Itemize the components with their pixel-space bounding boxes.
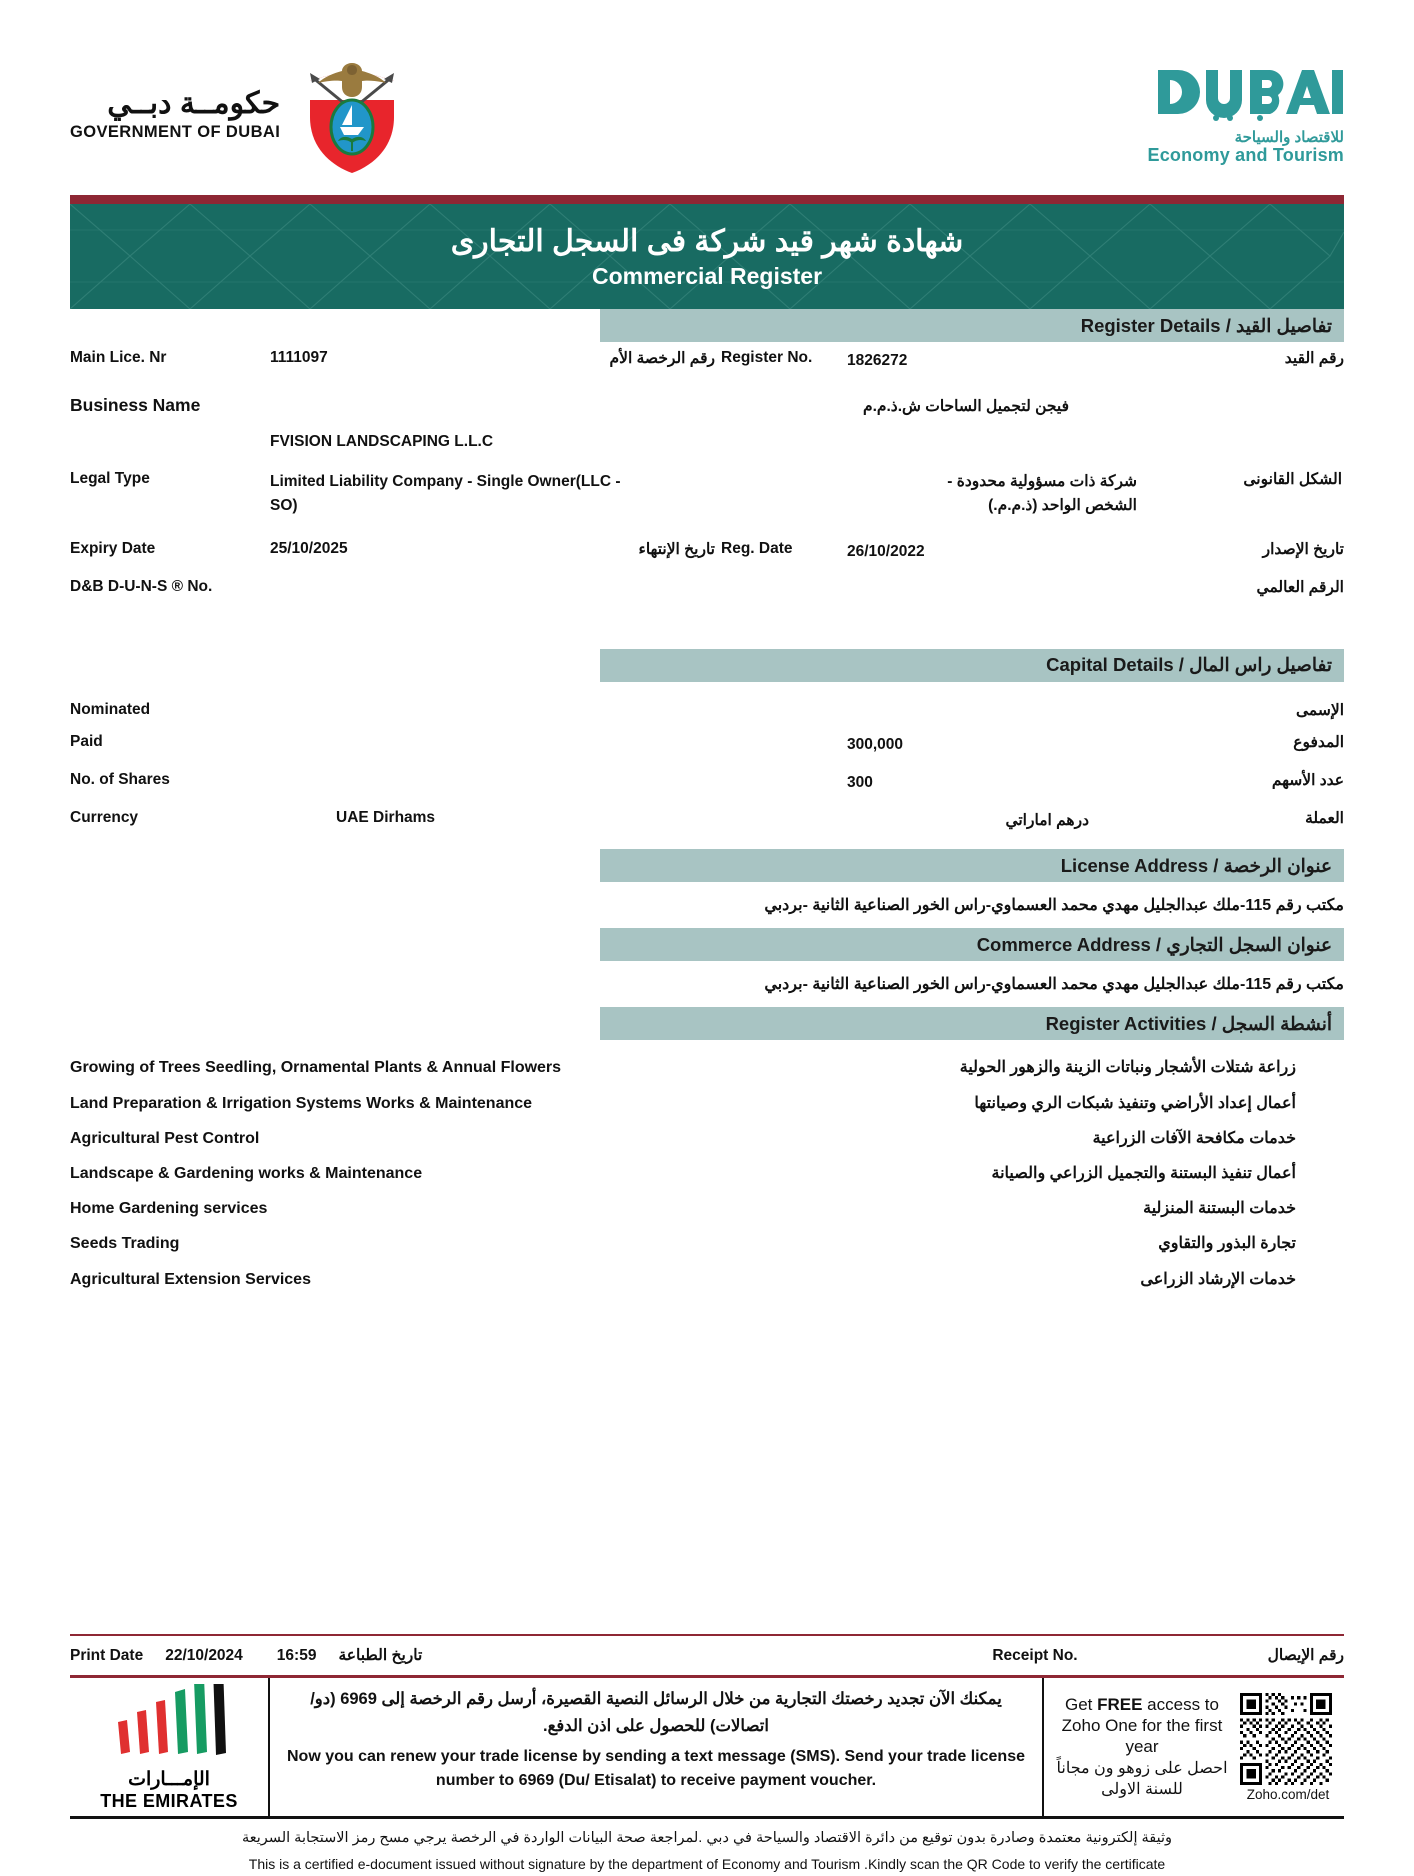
section-title-register-details: تفاصيل القيد / Register Details xyxy=(1080,314,1332,336)
row-register-no xyxy=(70,342,1344,374)
section-title-capital-details: تفاصيل راس المال / Capital Details xyxy=(1046,654,1332,676)
currency-value-en: UAE Dirhams xyxy=(336,808,436,826)
zoho-promo-box xyxy=(1044,1678,1344,1816)
capital-details-body xyxy=(0,694,1414,833)
emirates-flag-icon xyxy=(104,1684,234,1766)
section-title-license-address: عنوان الرخصة / License Address xyxy=(1060,854,1332,876)
row-shares xyxy=(70,764,1344,796)
print-date-value: 22/10/2024 xyxy=(165,1646,243,1664)
document-footer xyxy=(0,1634,1414,1876)
paid-label-ar: المدفوع xyxy=(1293,733,1344,751)
business-name-en-spacer5 xyxy=(1199,426,1344,433)
paid-spacer2 xyxy=(715,726,837,733)
certification-text-arabic: وثيقة إلكترونية معتمدة وصادرة بدون توقيع من دائرة الاقتصاد والسياحة في دبي .لمراجعة صحة البيانات الواردة في الرخصة يرجي مسح رمز الاستجابة السريعة xyxy=(241,1830,1173,1847)
currency-label-en: Currency xyxy=(70,808,139,826)
gov-title-english: GOVERNMENT OF DUBAI xyxy=(70,123,281,142)
activity-label-en: Agricultural Pest Control xyxy=(70,1129,260,1147)
register-no-value: 1826272 xyxy=(847,352,908,369)
activity-label-en: Landscape & Gardening works & Maintenance xyxy=(70,1164,423,1182)
nominated-value-ar xyxy=(837,694,1199,701)
section-title-commerce-address: عنوان السجل التجاري / Commerce Address xyxy=(976,933,1332,955)
shares-label-en: No. of Shares xyxy=(70,770,170,788)
expiry-date-label-en: Expiry Date xyxy=(70,540,156,558)
duns-value xyxy=(270,571,580,578)
banner-title-arabic: شهادة شهر قيد شركة فى السجل التجارى xyxy=(450,224,964,258)
activity-row xyxy=(70,1191,1344,1226)
dubai-economy-tourism-logo xyxy=(1148,66,1345,164)
expiry-date-label-ar: تاريخ الإنتهاء xyxy=(638,541,715,559)
duns-spacer3 xyxy=(837,571,1199,578)
activity-label-en: Seeds Trading xyxy=(70,1235,180,1253)
zoho-qr-wrapper[interactable] xyxy=(1240,1693,1336,1802)
activity-row xyxy=(70,1121,1344,1156)
license-address-value: مكتب رقم 115-ملك عبدالجليل مهدي محمد العسماوي-راس الخور الصناعية الثانية -بردبي xyxy=(764,897,1344,915)
nominated-value-en xyxy=(270,694,580,701)
zoho-text-arabic: احصل على زوهو ون مجاناً للسنة الاولى xyxy=(1056,1760,1228,1799)
currency-spacer2 xyxy=(715,802,837,809)
dubai-wordmark-icon xyxy=(1156,66,1344,122)
activity-label-ar: أعمال إعداد الأراضي وتنفيذ شبكات الري وصيانتها xyxy=(974,1094,1296,1112)
zoho-text-english: Get FREE access to Zoho One for the first year xyxy=(1061,1694,1223,1757)
gov-logo-text xyxy=(70,87,280,142)
row-dates xyxy=(70,533,1344,565)
row-business-name-en xyxy=(70,426,1344,451)
banner-title-english: Commercial Register xyxy=(591,263,823,290)
banner-top-rule xyxy=(70,195,1344,204)
document-header xyxy=(0,0,1414,195)
title-banner xyxy=(70,204,1344,309)
uae-emblem-icon xyxy=(298,55,406,175)
business-name-en-spacer3 xyxy=(715,426,837,433)
duns-label-en: D&B D-U-N-S ® No. xyxy=(70,577,213,595)
government-of-dubai-logo xyxy=(70,55,406,175)
reg-date-value: 26/10/2022 xyxy=(847,543,925,561)
section-header-register-details xyxy=(600,309,1344,342)
title-banner-wrapper xyxy=(70,195,1344,309)
sms-text-arabic: يمكنك الآن تجديد رخصتك التجارية من خلال الرسائل النصية القصيرة، أرسل رقم الرخصة إلى 6969 (دو/ اتصالات) للحصول على اذن الدفع. xyxy=(310,1690,1002,1736)
main-lice-label-en: Main Lice. Nr xyxy=(70,349,167,366)
print-time-value: 16:59 xyxy=(276,1646,317,1664)
business-name-label-en: Business Name xyxy=(70,394,201,415)
business-name-arabic: فيجن لتجميل الساحات ش.ذ.م.م xyxy=(862,397,1069,415)
business-name-en-spacer2 xyxy=(580,426,715,433)
business-name-en-spacer4 xyxy=(837,426,1199,433)
activity-label-ar: زراعة شتلات الأشجار ونباتات الزينة والزهور الحولية xyxy=(959,1059,1296,1077)
nominated-label-en: Nominated xyxy=(70,700,151,718)
register-activities-list xyxy=(0,1040,1414,1296)
currency-value-ar: درهم اماراتي xyxy=(1005,811,1089,829)
register-no-label-en: Register No. xyxy=(721,349,813,366)
shares-value-en xyxy=(270,764,580,771)
the-emirates-logo xyxy=(70,1678,270,1816)
activity-label-en: Home Gardening services xyxy=(70,1200,268,1218)
print-info-row xyxy=(0,1636,1414,1675)
paid-value-en xyxy=(270,726,580,733)
duns-spacer2 xyxy=(715,571,837,578)
shares-value-ar: 300 xyxy=(847,773,873,791)
activity-label-ar: أعمال تنفيذ البستنة والتجميل الزراعي والصيانة xyxy=(991,1164,1296,1182)
activity-label-ar: خدمات مكافحة الآفات الزراعية xyxy=(1092,1129,1296,1147)
business-name-english: FVISION LANDSCAPING L.L.C xyxy=(270,432,494,450)
paid-value-ar: 300,000 xyxy=(847,735,904,753)
row-paid xyxy=(70,726,1344,758)
section-title-register-activities: أنشطة السجل / Register Activities xyxy=(1045,1012,1332,1034)
sms-text-english: Now you can renew your trade license by sending a text message (SMS). Send your trade license number to 6969 (Du/ Etisalat) to receive payment voucher. xyxy=(286,1747,1025,1789)
activity-label-en: Growing of Trees Seedling, Ornamental Plants & Annual Flowers xyxy=(70,1059,562,1077)
legal-type-label-en: Legal Type xyxy=(70,469,150,487)
activity-row xyxy=(70,1086,1344,1121)
activity-row xyxy=(70,1226,1344,1261)
emirates-label-english: THE EMIRATES xyxy=(100,1791,238,1812)
reg-date-label-ar: تاريخ الإصدار xyxy=(1262,541,1344,559)
currency-spacer xyxy=(580,802,715,809)
receipt-label-en: Receipt No. xyxy=(992,1646,1078,1664)
section-header-commerce-address xyxy=(600,928,1344,961)
row-business-name xyxy=(70,388,1344,420)
zoho-promo-text xyxy=(1052,1694,1232,1801)
main-lice-value: 1111097 xyxy=(270,349,328,366)
legal-type-value-en: Limited Liability Company - Single Owner(LLC - SO) xyxy=(270,472,621,515)
nominated-spacer xyxy=(580,694,715,701)
business-name-spacer4 xyxy=(1199,388,1344,395)
business-name-spacer2 xyxy=(580,388,715,395)
main-lice-label-ar: رقم الرخصة الأم xyxy=(609,350,715,367)
nominated-spacer2 xyxy=(715,694,837,701)
expiry-date-value: 25/10/2025 xyxy=(270,540,348,558)
certification-text-english: This is a certified e-document issued without signature by the department of Economy and Tourism .Kindly scan the QR Code to verify the certificate xyxy=(248,1856,1166,1872)
register-details-body xyxy=(0,342,1414,597)
business-name-spacer xyxy=(270,388,580,395)
legal-type-value-ar: شركة ذات مسؤولية محدودة - الشخص الواحد (ذ.م.م.) xyxy=(947,472,1137,515)
row-legal-type xyxy=(70,463,1344,520)
gov-title-arabic: حكومــة دبــي xyxy=(107,86,281,120)
paid-spacer xyxy=(580,726,715,733)
reg-date-label-en: Reg. Date xyxy=(721,540,793,558)
activity-row xyxy=(70,1050,1344,1085)
currency-label-ar: العملة xyxy=(1305,809,1344,827)
business-name-en-spacer xyxy=(70,426,270,433)
legal-type-spacer xyxy=(640,463,775,470)
row-nominated xyxy=(70,694,1344,720)
business-name-spacer3 xyxy=(715,388,837,395)
activity-label-en: Land Preparation & Irrigation Systems Works & Maintenance xyxy=(70,1094,533,1112)
shares-spacer xyxy=(580,764,715,771)
nominated-label-ar: الإسمى xyxy=(1295,701,1344,719)
legal-type-spacer2 xyxy=(775,463,897,470)
duns-spacer xyxy=(580,571,715,578)
qr-code-icon[interactable] xyxy=(1240,1693,1332,1785)
shares-spacer2 xyxy=(715,764,837,771)
certification-note xyxy=(70,1819,1344,1876)
section-header-register-activities xyxy=(600,1007,1344,1040)
row-currency xyxy=(70,802,1344,834)
activity-label-ar: تجارة البذور والتقاوي xyxy=(1158,1235,1296,1253)
shares-label-ar: عدد الأسهم xyxy=(1271,771,1344,789)
activity-row xyxy=(70,1262,1344,1297)
zoho-url-label: Zoho.com/det xyxy=(1246,1786,1330,1802)
print-date-label-en: Print Date xyxy=(70,1646,144,1664)
promo-strip xyxy=(70,1678,1344,1819)
section-header-license-address xyxy=(600,849,1344,882)
det-subtitle-arabic: للاقتصاد والسياحة xyxy=(1234,128,1344,146)
legal-type-label-ar: الشكل القانونى xyxy=(1243,470,1342,488)
row-duns xyxy=(70,571,1344,597)
commerce-address-value: مكتب رقم 115-ملك عبدالجليل مهدي محمد العسماوي-راس الخور الصناعية الثانية -بردبي xyxy=(764,976,1344,994)
receipt-label-ar: رقم الإيصال xyxy=(1267,1647,1344,1665)
section-header-capital-details xyxy=(600,649,1344,682)
det-subtitle-english: Economy and Tourism xyxy=(1147,144,1344,165)
duns-label-ar: الرقم العالمي xyxy=(1256,578,1344,596)
register-no-label-ar: رقم القيد xyxy=(1284,350,1344,367)
emirates-label-arabic: الإمـــارات xyxy=(128,1769,210,1791)
activity-label-en: Agricultural Extension Services xyxy=(70,1270,311,1288)
activity-row xyxy=(70,1156,1344,1191)
activity-label-ar: خدمات الإرشاد الزراعى xyxy=(1140,1270,1296,1288)
print-date-label-ar: تاريخ الطباعة xyxy=(338,1647,423,1665)
paid-label-en: Paid xyxy=(70,732,103,750)
activity-label-ar: خدمات البستنة المنزلية xyxy=(1143,1200,1296,1218)
sms-renewal-notice xyxy=(270,1678,1044,1816)
